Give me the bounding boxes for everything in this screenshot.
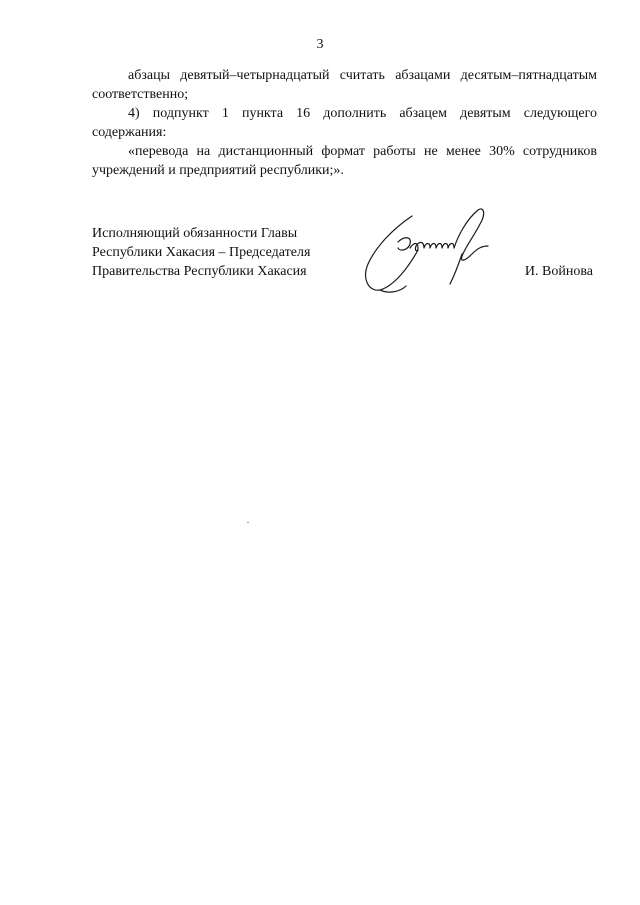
signature-block [92,224,597,304]
signatory-title-line: Исполняющий обязанности Главы [92,226,298,241]
signatory-title [92,224,310,281]
paragraph-quoted-text: «перевода на дистанционный формат работы не менее 30% сотрудников учреждений и предприятий республики;». [92,144,597,178]
paragraph-renumbering: абзацы девятый–четырнадцатый считать абзацами десятым–пятнадцатым соответственно; [92,68,597,102]
paragraph-amendment: 4) подпункт 1 пункта 16 дополнить абзацем девятым следующего содержания: [92,106,597,140]
signatory-name: И. Войнова [524,264,593,279]
scan-speck [247,522,249,523]
page-number: 3 [316,37,324,52]
signatory-title-line: Правительства Республики Хакасия [92,264,307,279]
handwritten-signature-icon [354,206,504,300]
document-body [92,66,597,180]
signatory-title-line: Республики Хакасия – Председателя [92,245,311,260]
